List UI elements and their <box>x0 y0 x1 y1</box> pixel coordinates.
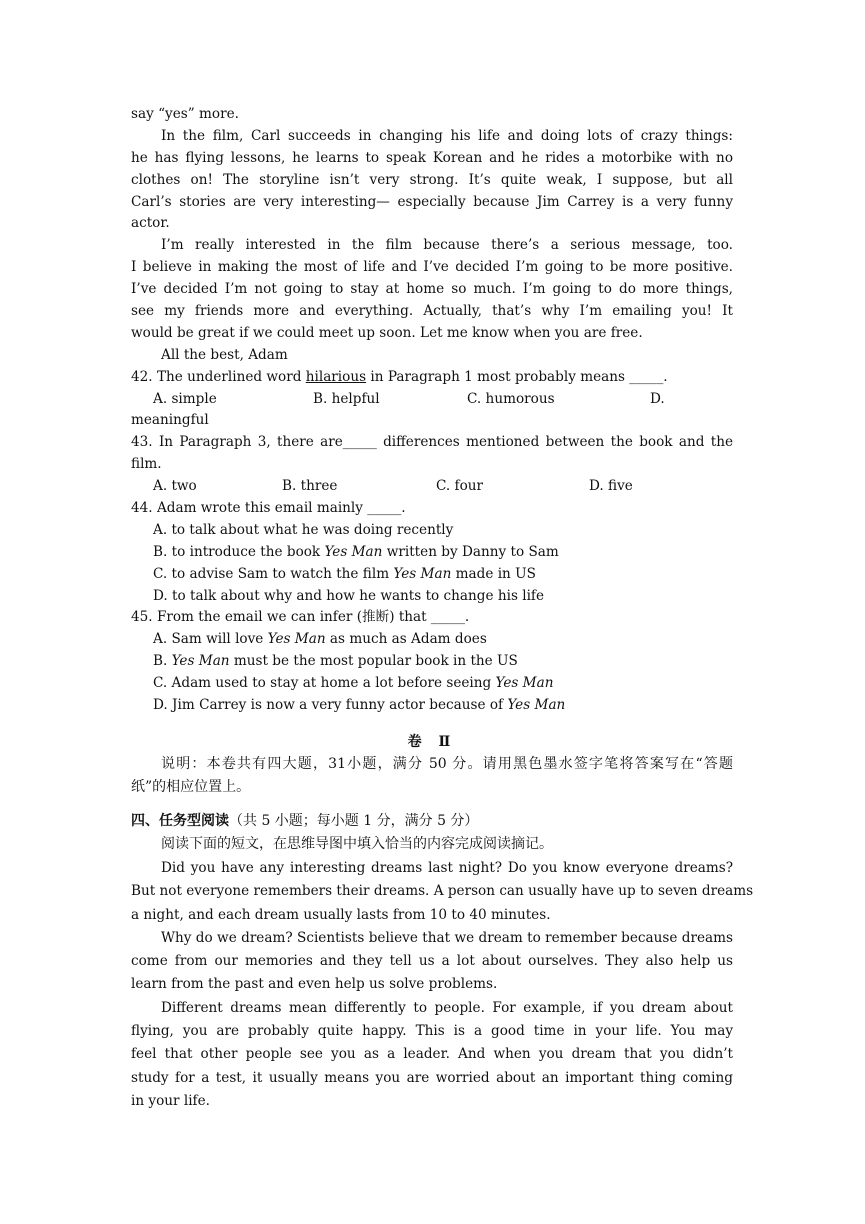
passage-line: come from our memories and they tell us a lot about ourselves. They also help us <box>131 953 733 970</box>
passage-line: But not everyone remembers their dreams. A person can usually have up to seven dreams <box>131 883 754 900</box>
section-title: 四、任务型阅读 <box>131 812 229 829</box>
passage-line: clothes on! The storyline isn’t very strong. It’s quite weak, I suppose, but all <box>131 171 733 188</box>
passage-line: Did you have any interesting dreams last night? Do you know everyone dreams? <box>161 859 733 876</box>
film-title: Yes Man <box>507 697 566 714</box>
volume-note-cont: 纸”的相应位置上。 <box>131 779 251 796</box>
film-title: Yes Man <box>171 653 230 670</box>
passage-line: In the film, Carl succeeds in changing his life and doing lots of crazy things: <box>161 127 733 144</box>
option-text: written by Danny to Sam <box>382 543 559 560</box>
section-note: （共 5 小题；每小题 1 分，满分 5 分） <box>229 812 479 829</box>
passage-line: a night, and each dream usually lasts from 10 to 40 minutes. <box>131 906 551 923</box>
passage-line: Why do we dream? Scientists believe that we dream to remember because dreams <box>161 929 733 946</box>
question-43-options <box>131 476 733 498</box>
option-c: C. four <box>436 478 484 495</box>
film-title: Yes Man <box>267 631 326 648</box>
option-b: B. three <box>282 478 338 495</box>
option-text: D. Jim Carrey is now a very funny actor because of <box>153 697 508 714</box>
option-c <box>131 564 733 586</box>
option-text: must be the most popular book in the US <box>229 653 518 670</box>
volume-note: 说明：本卷共有四大题，31小题，满分 50 分。请用黑色墨水签字笔将答案写在“答题 <box>161 755 733 772</box>
passage-line: study for a test, it usually means you are worried about an important thing coming <box>131 1069 733 1086</box>
question-44-stem: 44. Adam wrote this email mainly _____. <box>131 500 406 517</box>
section-heading <box>131 810 733 834</box>
option-a: A. simple <box>153 390 217 407</box>
passage-line: he has flying lessons, he learns to speak Korean and he rides a motorbike with no <box>131 149 733 166</box>
passage-line: learn from the past and even help us solve problems. <box>131 976 498 993</box>
option-text: A. Sam will love <box>153 631 268 648</box>
passage-line: feel that other people see you as a leader. And when you dream that you didn’t <box>131 1046 733 1063</box>
stem-text: 42. The underlined word <box>131 368 306 385</box>
passage-line: see my friends more and everything. Actually, that’s why I’m emailing you! It <box>131 303 733 320</box>
film-title: Yes Man <box>393 565 452 582</box>
option-a <box>131 629 733 651</box>
stem-text: in Paragraph 1 most probably means _____. <box>366 368 668 385</box>
option-text: as much as Adam does <box>325 631 487 648</box>
film-title: Yes Man <box>495 675 554 692</box>
option-text: C. Adam used to stay at home a lot before seeing <box>153 675 496 692</box>
option-c <box>131 673 733 695</box>
option-d: D. to talk about why and how he wants to change his life <box>153 587 545 604</box>
question-42-stem <box>131 367 733 389</box>
passage-line: flying, you are probably quite happy. This is a good time in your life. You may <box>131 1023 733 1040</box>
passage-line: actor. <box>131 215 170 232</box>
volume-title: 卷 Ⅱ <box>407 733 457 750</box>
signoff: All the best, Adam <box>161 346 288 363</box>
option-b: B. helpful <box>313 390 380 407</box>
passage-line: Different dreams mean differently to people. For example, if you dream about <box>161 999 733 1016</box>
option-b <box>131 542 733 564</box>
option-d-wrap: meaningful <box>131 412 209 429</box>
option-text: C. to advise Sam to watch the film <box>153 565 394 582</box>
passage-line: say “yes” more. <box>131 106 239 122</box>
underlined-word: hilarious <box>305 368 367 385</box>
option-a: A. two <box>153 478 197 495</box>
option-c: C. humorous <box>467 390 555 407</box>
passage-line: I’ve decided I’m not going to stay at home so much. I’m going to do more things, <box>131 281 733 298</box>
passage-line: Carl’s stories are very interesting— especially because Jim Carrey is a very funny <box>131 193 733 210</box>
option-a: A. to talk about what he was doing recently <box>153 521 454 538</box>
exam-page <box>131 104 754 1113</box>
question-45-stem: 45. From the email we can infer (推断) that _____. <box>131 609 470 626</box>
passage-line: I believe in making the most of life and I’ve decided I’m going to be more positive. <box>131 259 733 276</box>
option-d: D. <box>650 390 665 407</box>
option-text: B. to introduce the book <box>153 543 325 560</box>
passage-line: in your life. <box>131 1092 210 1109</box>
question-43-stem: 43. In Paragraph 3, there are_____ differences mentioned between the book and the <box>131 434 733 451</box>
book-title: Yes Man <box>324 543 383 560</box>
option-d <box>131 695 733 717</box>
passage-line: would be great if we could meet up soon. Let me know when you are free. <box>131 324 643 341</box>
question-43-stem-cont: film. <box>131 456 162 473</box>
option-text: made in US <box>451 565 536 582</box>
option-d: D. five <box>589 478 633 495</box>
passage-line: I’m really interested in the film because there’s a serious message, too. <box>161 237 733 254</box>
option-text: B. <box>153 653 172 670</box>
section-instruction: 阅读下面的短文，在思维导图中填入恰当的内容完成阅读摘记。 <box>161 836 553 853</box>
option-b <box>131 651 733 673</box>
question-42-options <box>131 389 733 411</box>
